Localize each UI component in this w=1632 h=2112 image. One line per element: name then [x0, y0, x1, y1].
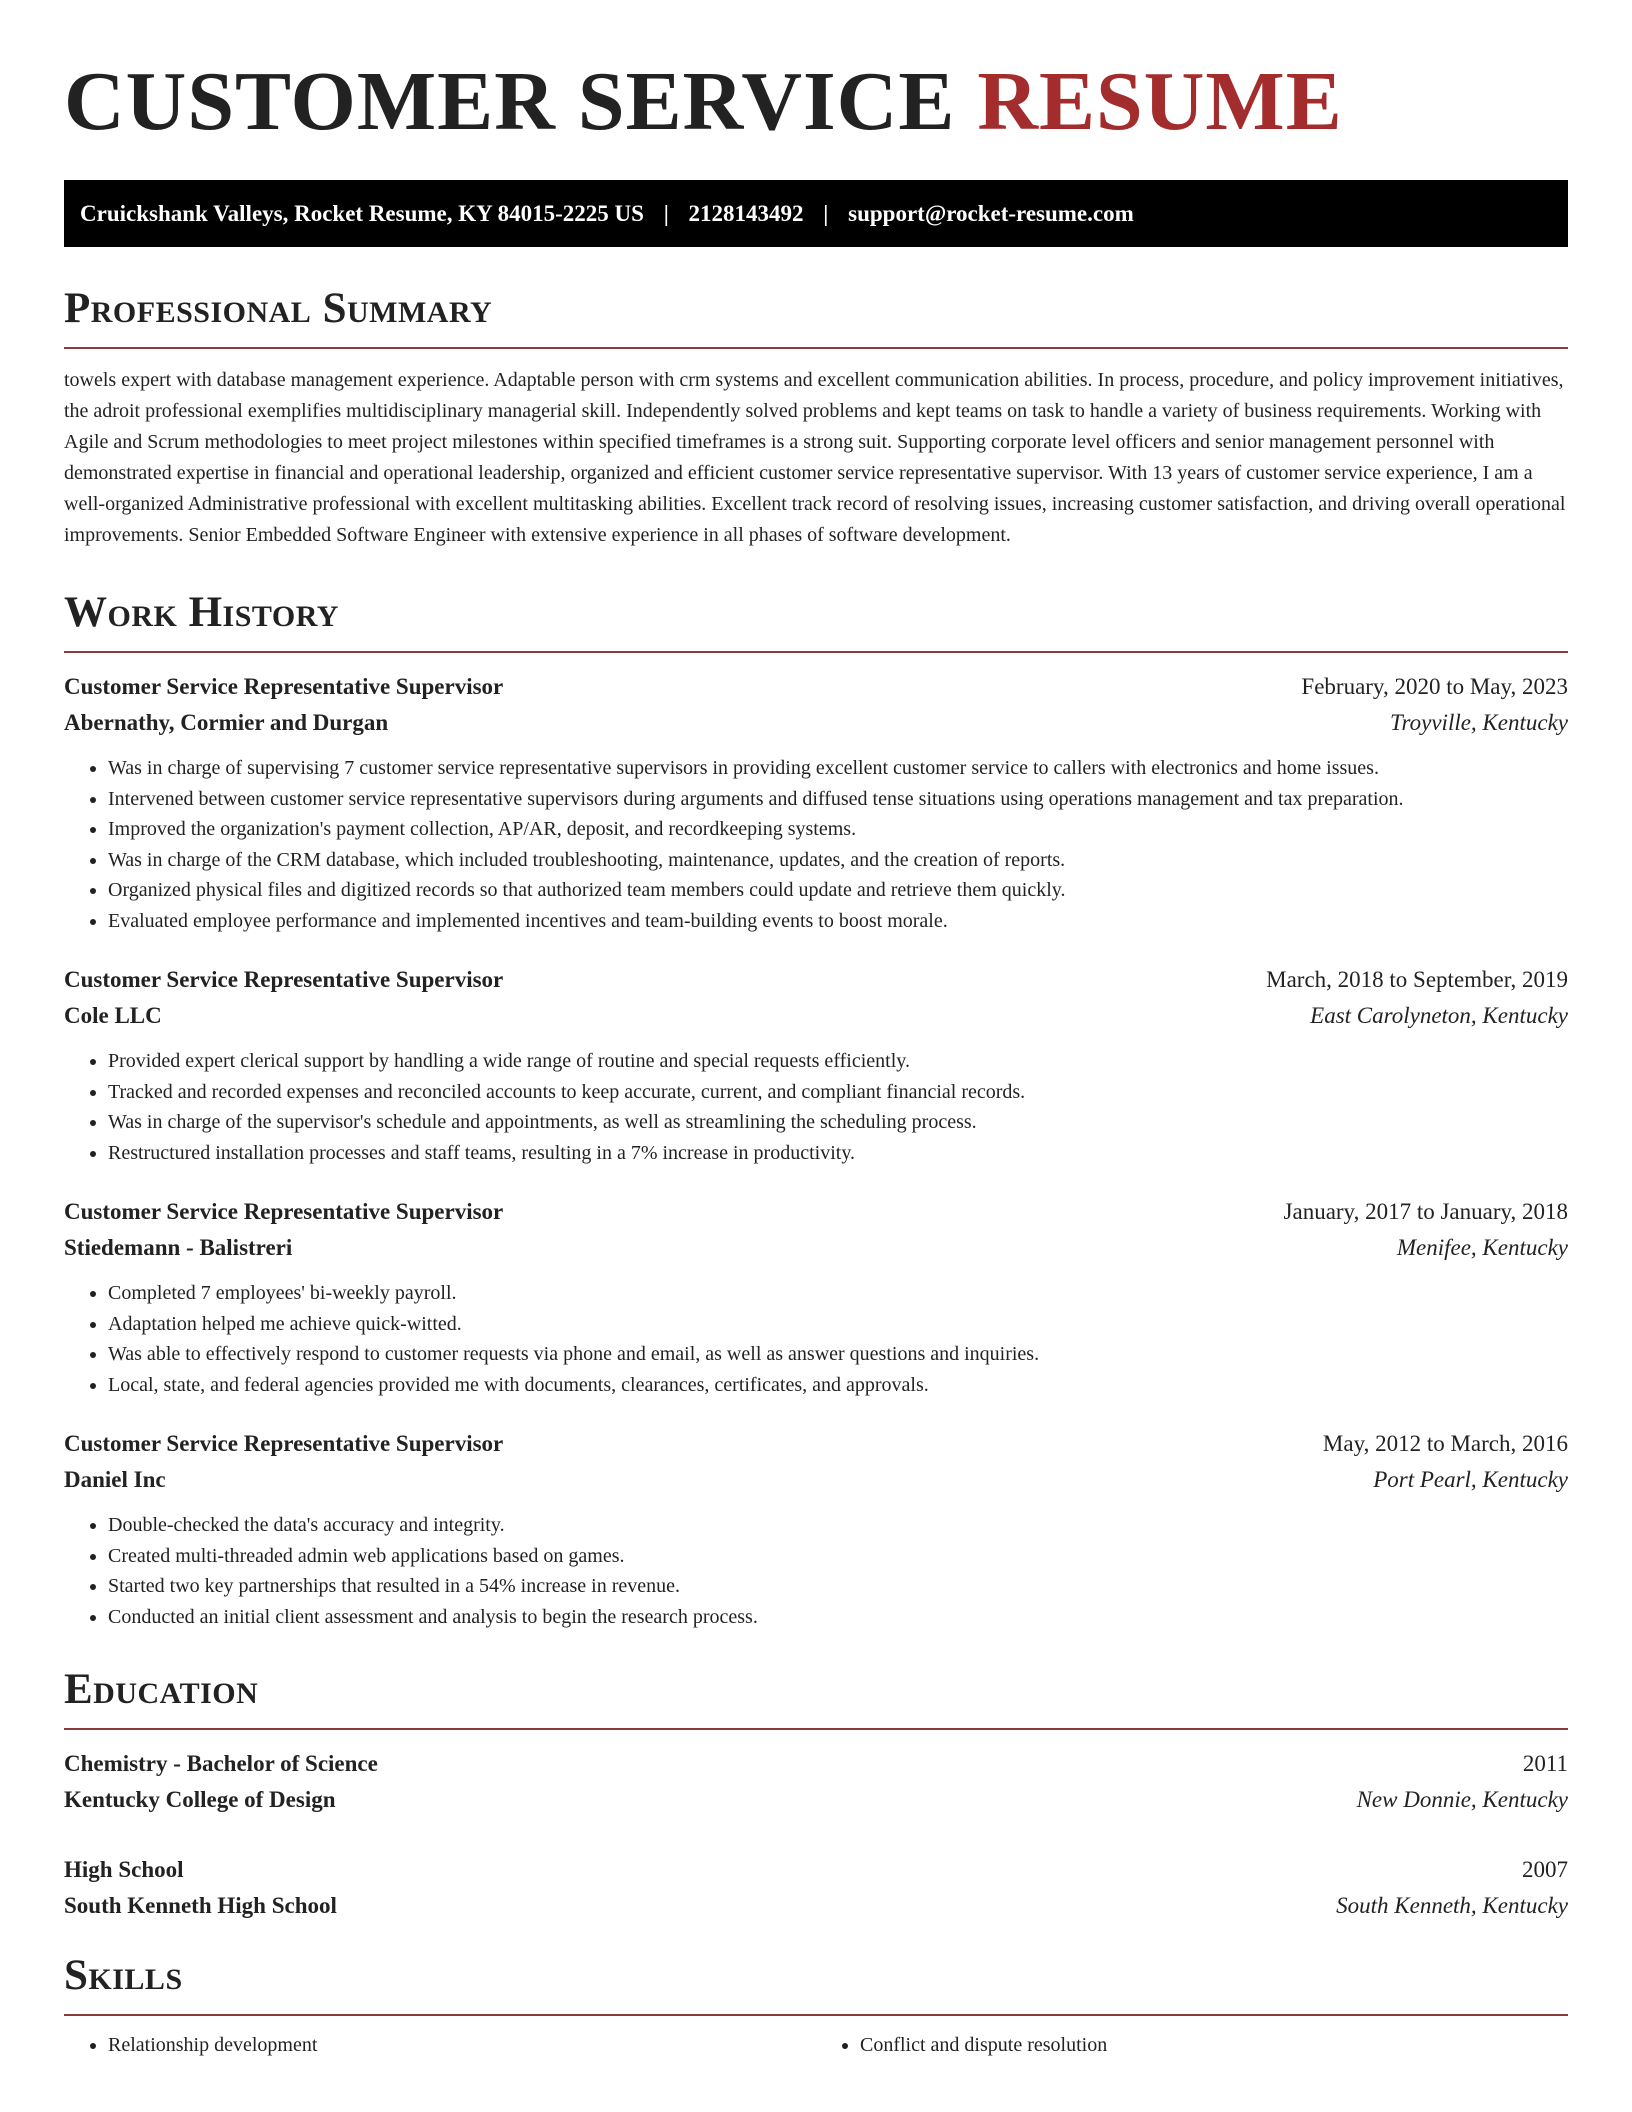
work-history-heading: Work History: [64, 589, 339, 636]
skill-item: • Relationship development: [108, 2030, 816, 2060]
section-divider: [64, 1728, 1568, 1730]
section-divider: [64, 2014, 1568, 2016]
job-entry: [64, 1426, 1568, 1632]
job-company: Stiedemann - Balistreri: [64, 1235, 293, 1260]
job-title: Customer Service Representative Supervisor: [64, 1199, 504, 1224]
job-bullets: [64, 753, 1568, 936]
job-bullet: • Double-checked the data's accuracy and integrity.: [108, 1510, 1568, 1541]
contact-bar: [64, 180, 1568, 247]
job-bullet: • Adaptation helped me achieve quick-witted.: [108, 1309, 1568, 1340]
summary-text: towels expert with database management experience. Adaptable person with crm systems and excellent communication abilities. In process, procedure, and policy improvement initiatives, the adroit professional exemplifies multidisciplinary managerial skill. Independently solved problems and kept teams on task to handle a variety of business requirements. Working with Agile and Scrum methodologies to meet project milestones within specified timeframes is a strong suit. Supporting corporate level officers and senior management personnel with demonstrated expertise in financial and operational leadership, organized and efficient customer service representative supervisor. With 13 years of customer service experience, I am a well-organized Administrative professional with excellent multitasking abilities. Excellent track record of resolving issues, increasing customer satisfaction, and driving overall operational improvements. Senior Embedded Software Engineer with extensive experience in all phases of software development.: [64, 369, 1566, 546]
job-bullet: • Created multi-threaded admin web applications based on games.: [108, 1541, 1568, 1572]
job-bullets: [64, 1278, 1568, 1400]
job-company: Daniel Inc: [64, 1467, 166, 1492]
job-dates: January, 2017 to January, 2018: [1283, 1199, 1568, 1224]
job-bullet: • Local, state, and federal agencies provided me with documents, clearances, certificates, and approvals.: [108, 1370, 1568, 1401]
summary-heading: Professional Summary: [64, 285, 493, 332]
job-bullet: • Tracked and recorded expenses and reconciled accounts to keep accurate, current, and compliant financial records.: [108, 1077, 1568, 1108]
title-main: CUSTOMER SERVICE: [64, 55, 956, 148]
job-bullet: • Was in charge of the supervisor's schedule and appointments, as well as streamlining the scheduling process.: [108, 1107, 1568, 1138]
job-location: Port Pearl, Kentucky: [1373, 1467, 1568, 1492]
skills-column-right: [816, 2030, 1568, 2060]
job-dates: May, 2012 to March, 2016: [1322, 1431, 1568, 1456]
job-location: East Carolyneton, Kentucky: [1310, 1003, 1568, 1028]
education-school: South Kenneth High School: [64, 1893, 337, 1918]
job-bullet: • Organized physical files and digitized records so that authorized team members could update and retrieve them quickly.: [108, 875, 1568, 906]
contact-separator: |: [823, 201, 829, 226]
job-title: Customer Service Representative Supervisor: [64, 967, 504, 992]
education-location: South Kenneth, Kentucky: [1336, 1893, 1568, 1918]
skill-item: • Conflict and dispute resolution: [860, 2030, 1568, 2060]
contact-address: Cruickshank Valleys, Rocket Resume, KY 84015-2225 US: [80, 201, 644, 226]
section-divider: [64, 347, 1568, 349]
job-bullet: • Provided expert clerical support by handling a wide range of routine and special requests efficiently.: [108, 1046, 1568, 1077]
job-location: Menifee, Kentucky: [1396, 1235, 1568, 1260]
job-company: Cole LLC: [64, 1003, 162, 1028]
job-bullet: • Conducted an initial client assessment and analysis to begin the research process.: [108, 1602, 1568, 1633]
job-bullet: • Improved the organization's payment collection, AP/AR, deposit, and recordkeeping systems.: [108, 814, 1568, 845]
job-dates: March, 2018 to September, 2019: [1266, 967, 1568, 992]
job-bullet: • Completed 7 employees' bi-weekly payroll.: [108, 1278, 1568, 1309]
education-year: 2011: [1522, 1751, 1568, 1776]
job-company: Abernathy, Cormier and Durgan: [64, 710, 389, 735]
skills-list: [64, 2030, 1568, 2060]
skills-heading: Skills: [64, 1952, 183, 1999]
job-title: Customer Service Representative Supervisor: [64, 674, 504, 699]
job-bullet: • Was in charge of the CRM database, which included troubleshooting, maintenance, updates, and the creation of reports.: [108, 845, 1568, 876]
education-entry: [64, 1852, 1568, 1924]
job-bullet: • Evaluated employee performance and implemented incentives and team-building events to boost morale.: [108, 906, 1568, 937]
education-year: 2007: [1522, 1857, 1568, 1882]
job-title: Customer Service Representative Supervisor: [64, 1431, 504, 1456]
job-bullet: • Was able to effectively respond to customer requests via phone and email, as well as answer questions and inquiries.: [108, 1339, 1568, 1370]
skills-column-left: [64, 2030, 816, 2060]
job-bullet: • Restructured installation processes and staff teams, resulting in a 7% increase in productivity.: [108, 1138, 1568, 1169]
title-accent: RESUME: [977, 55, 1343, 148]
contact-email: support@rocket-resume.com: [848, 201, 1134, 226]
contact-phone: 2128143492: [688, 201, 804, 226]
section-divider: [64, 651, 1568, 653]
resume-title: [64, 52, 1568, 152]
job-bullets: [64, 1510, 1568, 1632]
contact-separator: |: [663, 201, 669, 226]
job-bullet: • Started two key partnerships that resulted in a 54% increase in revenue.: [108, 1571, 1568, 1602]
job-entry: [64, 669, 1568, 936]
education-entry: [64, 1746, 1568, 1818]
education-heading: Education: [64, 1666, 259, 1713]
job-bullet: • Was in charge of supervising 7 customer service representative supervisors in providing excellent customer service to callers with electronics and home issues.: [108, 753, 1568, 784]
job-entry: [64, 962, 1568, 1168]
job-bullet: • Intervened between customer service representative supervisors during arguments and diffused tense situations using operations management and tax preparation.: [108, 784, 1568, 815]
job-dates: February, 2020 to May, 2023: [1301, 674, 1568, 699]
job-bullets: [64, 1046, 1568, 1168]
education-location: New Donnie, Kentucky: [1356, 1787, 1568, 1812]
job-location: Troyville, Kentucky: [1390, 710, 1568, 735]
education-school: Kentucky College of Design: [64, 1787, 336, 1812]
education-degree: Chemistry - Bachelor of Science: [64, 1751, 378, 1776]
education-degree: High School: [64, 1857, 184, 1882]
resume-page: [64, 0, 1568, 2060]
job-entry: [64, 1194, 1568, 1400]
